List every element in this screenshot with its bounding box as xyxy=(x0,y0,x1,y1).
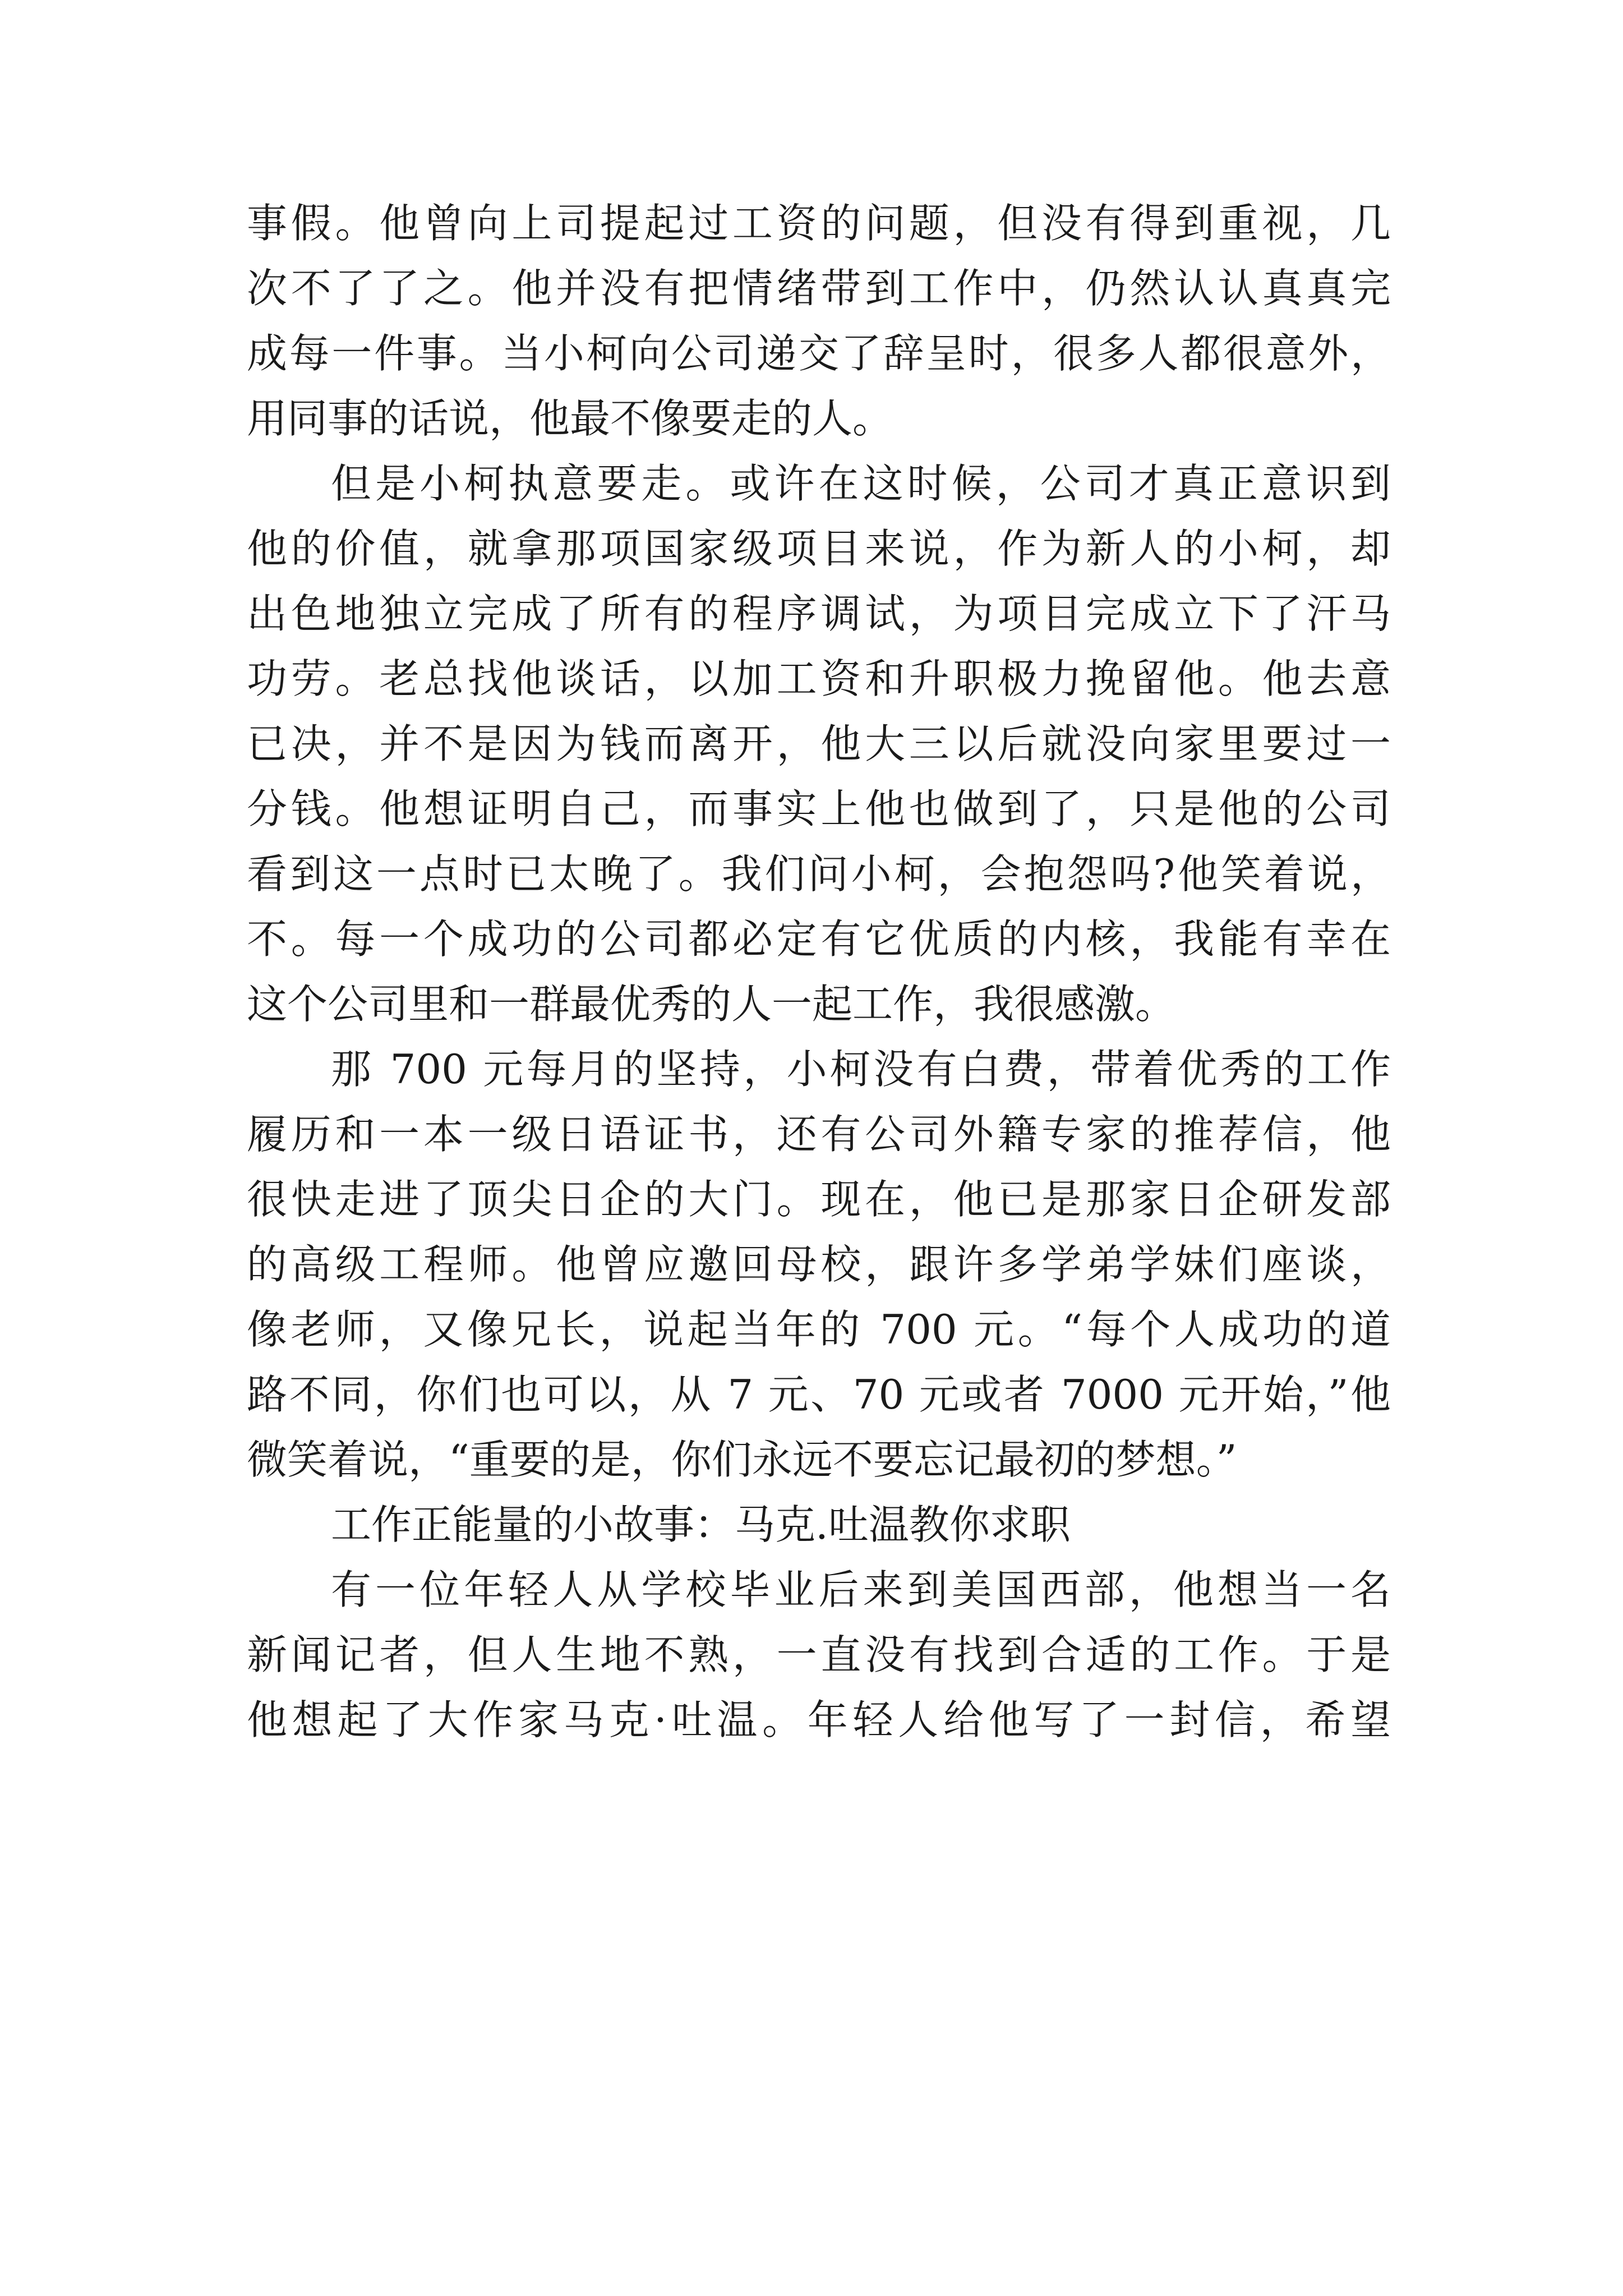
text-line: 很快走进了顶尖日企的大门。现在，他已是那家日企研发部 xyxy=(247,1176,1391,1223)
text-line: 不。每一个成功的公司都必定有它优质的内核，我能有幸在 xyxy=(247,915,1391,963)
text-line: 但是小柯执意要走。或许在这时候，公司才真正意识到 xyxy=(331,460,1391,507)
paragraph xyxy=(247,191,1391,451)
text-line: 已决，并不是因为钱而离开，他大三以后就没向家里要过一 xyxy=(247,720,1391,767)
text-line: 有一位年轻人从学校毕业后来到美国西部，他想当一名 xyxy=(331,1566,1391,1613)
text-line: 看到这一点时已太晚了。我们问小柯，会抱怨吗?他笑着说， xyxy=(247,850,1391,898)
text-line: 用同事的话说，他最不像要走的人。 xyxy=(247,395,893,442)
text-line: 像老师，又像兄长，说起当年的 700 元。“每个人成功的道 xyxy=(247,1306,1391,1353)
text-line: 微笑着说，“重要的是，你们永远不要忘记最初的梦想。” xyxy=(247,1436,1237,1483)
text-line: 功劳。老总找他谈话，以加工资和升职极力挽留他。他去意 xyxy=(247,655,1391,702)
paragraph xyxy=(247,1037,1391,1492)
text-line: 出色地独立完成了所有的程序调试，为项目完成立下了汗马 xyxy=(247,590,1391,637)
text-line: 分钱。他想证明自己，而事实上他也做到了，只是他的公司 xyxy=(247,785,1391,832)
text-line: 他的价值，就拿那项国家级项目来说，作为新人的小柯，却 xyxy=(247,525,1391,572)
document-body xyxy=(247,191,1391,1752)
text-line: 他想起了大作家马克·吐温。年轻人给他写了一封信，希望 xyxy=(247,1696,1391,1743)
paragraph xyxy=(247,1557,1391,1752)
text-line: 事假。他曾向上司提起过工资的问题，但没有得到重视，几 xyxy=(247,200,1391,247)
text-line: 次不了了之。他并没有把情绪带到工作中，仍然认认真真完 xyxy=(247,265,1391,312)
text-line: 那 700 元每月的坚持，小柯没有白费，带着优秀的工作 xyxy=(331,1046,1391,1093)
text-line: 工作正能量的小故事：马克.吐温教你求职 xyxy=(331,1501,1071,1548)
text-line: 这个公司里和一群最优秀的人一起工作，我很感激。 xyxy=(247,981,1176,1028)
text-line: 履历和一本一级日语证书，还有公司外籍专家的推荐信，他 xyxy=(247,1111,1391,1158)
text-line: 路不同，你们也可以，从 7 元、70 元或者 7000 元开始，”他 xyxy=(247,1371,1391,1418)
text-line: 的高级工程师。他曾应邀回母校，跟许多学弟学妹们座谈， xyxy=(247,1241,1391,1288)
text-line: 新闻记者，但人生地不熟，一直没有找到合适的工作。于是 xyxy=(247,1631,1391,1678)
section-heading xyxy=(247,1492,1391,1557)
paragraph xyxy=(247,451,1391,1037)
text-line: 成每一件事。当小柯向公司递交了辞呈时，很多人都很意外， xyxy=(247,330,1391,377)
